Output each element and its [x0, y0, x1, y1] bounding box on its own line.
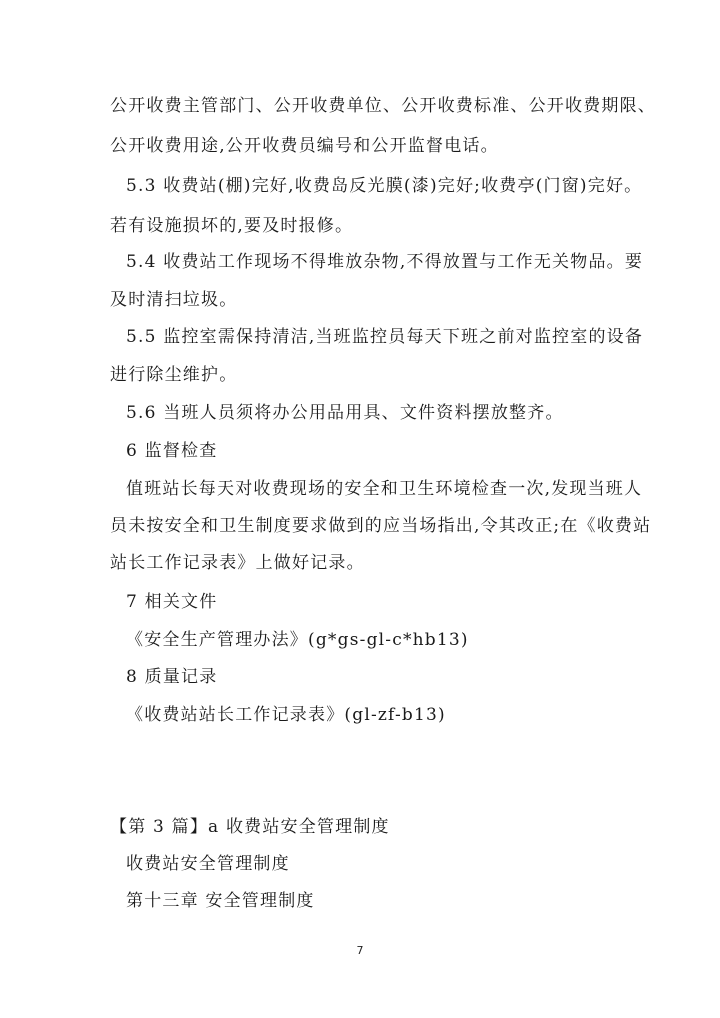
page-number: 7	[356, 944, 364, 957]
text-line: 5.3 收费站(棚)完好,收费岛反光膜(漆)完好;收费亭(门窗)完好。	[126, 176, 643, 196]
section-heading: 8 质量记录	[126, 667, 218, 687]
text-line: 第十三章 安全管理制度	[126, 891, 315, 911]
text-line: 公开收费用途,公开收费员编号和公开监督电话。	[110, 136, 499, 156]
chapter-title: 【第 3 篇】a 收费站安全管理制度	[110, 817, 390, 837]
text-line: 5.4 收费站工作现场不得堆放杂物,不得放置与工作无关物品。要	[126, 252, 644, 272]
text-line: 进行除尘维护。	[110, 365, 238, 385]
text-line: 站长工作记录表》上做好记录。	[110, 553, 365, 573]
text-line: 值班站长每天对收费现场的安全和卫生环境检查一次,发现当班人	[126, 479, 643, 499]
section-heading: 6 监督检查	[126, 441, 218, 461]
text-line: 及时清扫垃圾。	[110, 290, 238, 310]
text-line: 《安全生产管理办法》(g*gs-gl-c*hb13)	[126, 630, 469, 650]
text-line: 员未按安全和卫生制度要求做到的应当场指出,令其改正;在《收费站	[110, 516, 652, 536]
section-heading: 7 相关文件	[126, 592, 218, 612]
text-line: 《收费站站长工作记录表》(gl-zf-b13)	[126, 705, 446, 725]
text-line: 公开收费主管部门、公开收费单位、公开收费标准、公开收费期限、	[110, 96, 656, 116]
text-line: 收费站安全管理制度	[126, 854, 290, 874]
text-line: 5.6 当班人员须将办公用品用具、文件资料摆放整齐。	[126, 403, 564, 423]
text-line: 若有设施损坏的,要及时报修。	[110, 216, 354, 236]
text-line: 5.5 监控室需保持清洁,当班监控员每天下班之前对监控室的设备	[126, 327, 644, 347]
